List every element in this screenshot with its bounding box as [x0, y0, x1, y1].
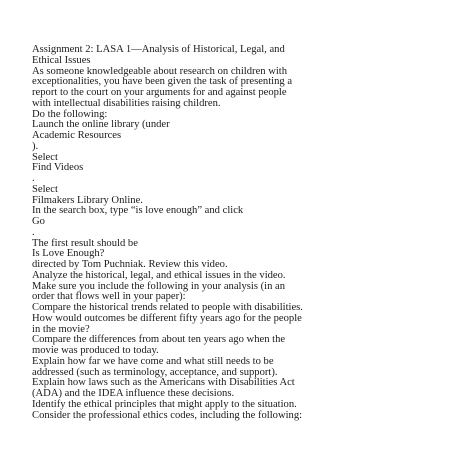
document-title-line-1: Assignment 2: LASA 1—Analysis of Historical, Legal, and — [32, 44, 285, 55]
text-line: How would outcomes be different fifty years ago for the people — [32, 312, 302, 324]
text-line: Explain how far we have come and what still needs to be — [32, 355, 274, 367]
text-line: Launch the online library (under — [32, 119, 170, 131]
text-line: Go — [32, 216, 45, 227]
text-line: order that flows well in your paper): — [32, 291, 186, 303]
text-line: Make sure you include the following in your analysis (in an — [32, 280, 286, 292]
text-line: Is Love Enough? — [32, 248, 105, 260]
text-line: Identify the ethical principles that might apply to the situation. — [32, 398, 297, 410]
text-line: Do the following: — [32, 108, 108, 120]
text-line: Select — [32, 183, 58, 195]
text-line: Analyze the historical, legal, and ethical issues in the video. — [32, 269, 286, 281]
text-line: addressed (such as terminology, acceptance, and support). — [32, 366, 278, 378]
text-line: In the search box, type “is love enough” and click — [32, 205, 244, 217]
text-line: ). — [32, 140, 39, 152]
text-line: Compare the differences from about ten years ago when the — [32, 334, 286, 346]
text-line: Filmakers Library Online. — [32, 194, 143, 206]
text-line: movie was produced to today. — [32, 345, 159, 356]
text-line: report to the court on your arguments for and against people — [32, 87, 287, 98]
text-line: Consider the professional ethics codes, including the following: — [32, 409, 303, 421]
text-line: As someone knowledgeable about research on children with — [32, 65, 288, 77]
text-line: directed by Tom Puchniak. Review this video. — [32, 259, 228, 270]
text-line: Academic Resources — [32, 130, 122, 141]
text-line: Compare the historical trends related to people with disabilities. — [32, 302, 303, 313]
document-body — [32, 45, 447, 421]
text-line: exceptionalities, you have been given the task of presenting a — [32, 76, 293, 88]
text-line: Explain how laws such as the Americans with Disabilities Act — [32, 377, 295, 389]
text-line: Select — [32, 151, 58, 163]
text-line: . — [32, 226, 35, 238]
text-line: with intellectual disabilities raising children. — [32, 97, 221, 109]
text-line: (ADA) and the IDEA influence these decisions. — [32, 388, 235, 399]
text-line: Find Videos — [32, 162, 84, 174]
text-line: in the movie? — [32, 323, 90, 335]
text-line: The first result should be — [32, 237, 138, 249]
document-title-line-2: Ethical Issues — [32, 54, 91, 66]
text-line: . — [32, 173, 35, 184]
